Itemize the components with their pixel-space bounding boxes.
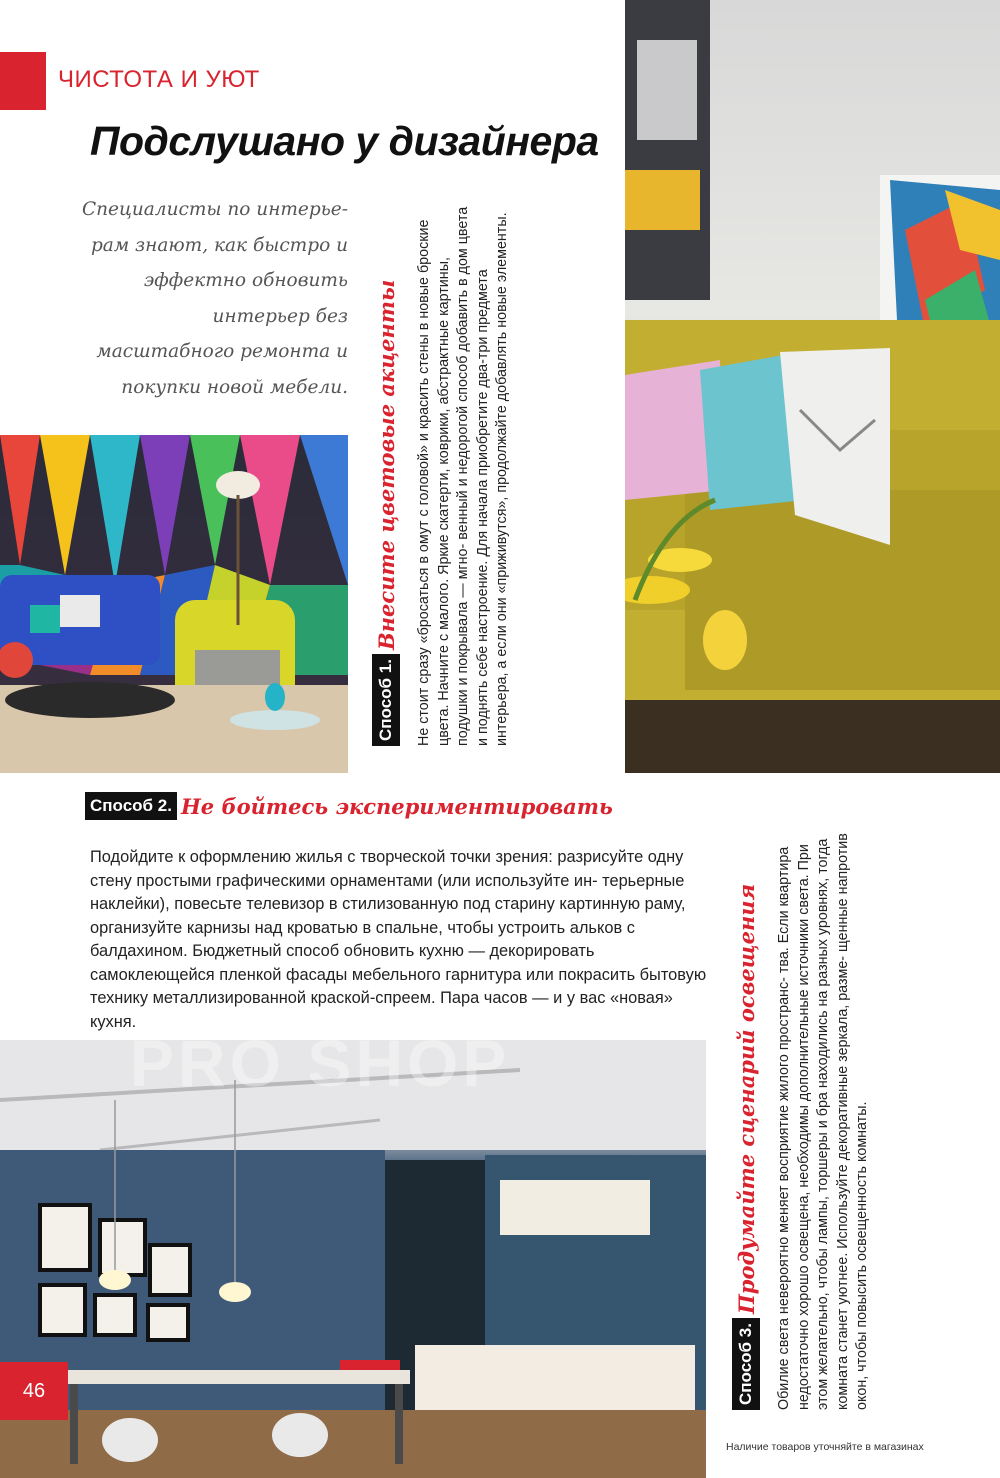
method-2-title: Не бойтесь экспериментировать — [180, 793, 613, 819]
method-2-text: Подойдите к оформлению жилья с творческой точки зрения: разрисуйте одну стену простыми графическими орнаментами (или используйте ин- терьерные наклейки), повесьте телевизор в стилизованную под старину картинную раму, организуйте карнизы над кроватью в спальне, чтобы устроить альков с балдахином. Бюджетный способ обновить кухню — декорировать самоклеющейся пленкой фасады мебельного гарнитура или покрасить бытовую технику металлизированной краской-спреем. Пара часов — и у вас «новая» кухня. — [90, 848, 707, 1031]
section-label: ЧИСТОТА И УЮТ — [58, 66, 260, 93]
yellow-sofa-photo — [625, 0, 1000, 773]
method-1-label: Способ 1. — [372, 654, 400, 746]
method-2-heading — [85, 792, 613, 820]
method-1-title: Внесите цветовые акценты — [373, 279, 399, 651]
method-1-heading — [372, 206, 400, 746]
living-room-illustration — [0, 435, 348, 773]
yellow-sofa-illustration — [625, 0, 1000, 773]
lead-paragraph: Специалисты по интерье- рам знают, как быстро и эффектно обновить интерьер без масштабного ремонта и покупки новой мебели. — [81, 199, 348, 398]
page-number: 46 — [0, 1362, 68, 1420]
method-3-block — [732, 820, 873, 1410]
method-2-label: Способ 2. — [85, 792, 177, 820]
page-title: Подслушано у дизайнера — [90, 118, 599, 164]
method-3-heading — [732, 820, 760, 1410]
method-1-block — [372, 206, 513, 746]
method-1-text: Не стоит сразу «бросаться в омут с головой» и красить стены в новые броские цвета. Начните с малого. Яркие скатерти, коврики, абстрактные картины, подушки и покрывала — мгно- венный и недорогой способ добавить в дом цвета и поднять себе настроение. Для начала приобретите два-три предмета интерьера, а если они «приживутся», продолжайте добавлять новые элементы. — [416, 206, 511, 746]
method-3-label: Способ 3. — [732, 1318, 760, 1410]
method-3-text: Обилие света невероятно меняет восприятие жилого пространс- тва. Если квартира недостаточно хорошо освещена, необходимы дополнительные источники света. При этом желательно, чтобы лампы, торшеры и бра находились на разных уровнях, тогда комната станет уютнее. Используйте декоративные зеркала, разме- щенные напротив окон, чтобы повысить освещенность комнаты. — [776, 833, 871, 1410]
method-3-title: Продумайте сценарий освещения — [733, 883, 759, 1315]
section-marker — [0, 52, 46, 110]
watermark: PRO SHOP — [130, 1026, 511, 1100]
living-room-photo — [0, 435, 348, 773]
kitchen-illustration — [0, 1040, 706, 1478]
footnote: Наличие товаров уточняйте в магазинах — [726, 1441, 924, 1453]
kitchen-lighting-photo — [0, 1040, 706, 1478]
